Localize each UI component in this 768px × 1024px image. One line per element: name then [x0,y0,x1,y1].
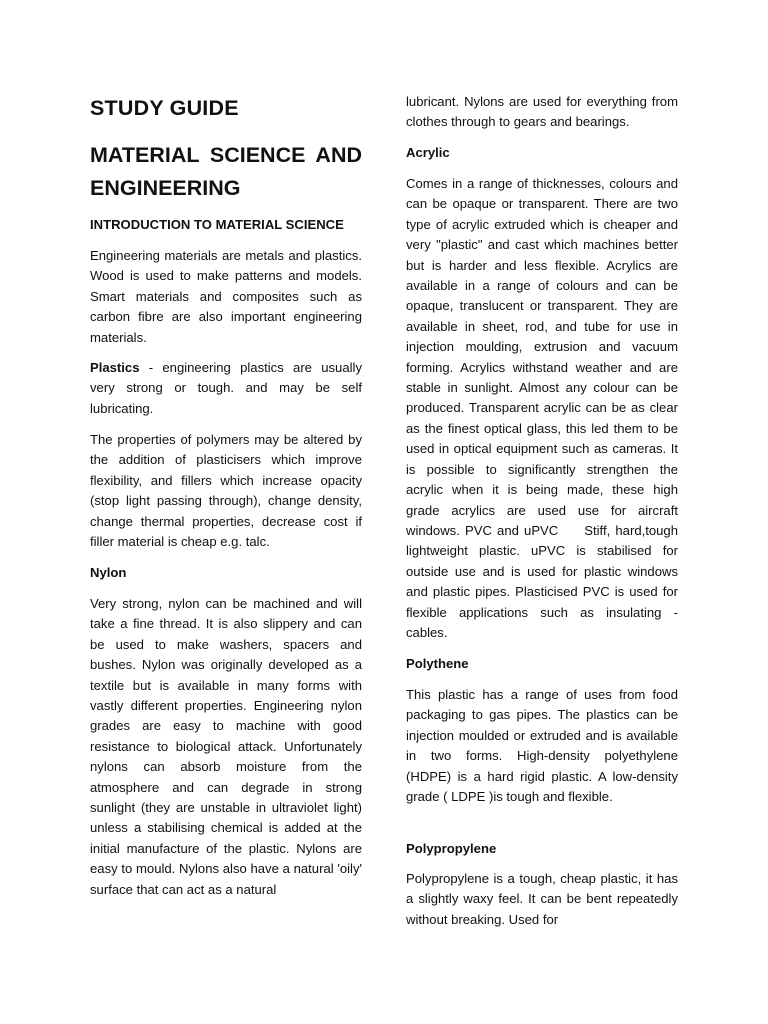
heading-nylon: Nylon [90,565,127,580]
acrylic-text: Comes in a range of thicknesses, colours and can be opaque or transparent. There are two type of acrylic extruded which is cheaper and very "plastic" and cast which machines better but is harder and less flexible. Acrylics are available in a range of colours and can be opaque, translucent or transparent. They are available in sheet, rod, and tube for use in injection moulding, extrusion and vacuum forming. Acrylics withstand weather and are stable in sunlight. Almost any colour can be produced. Transparent acrylic can be as clear as the finest optical glass, this led them to be used in optical equipment such as cameras. It is possible to significantly strengthen the acrylic when it is being made, these high grade acrylics are used use for aircraft windows. PVC and uPVC [406,176,678,538]
subtitle-line-2: ENGINEERING [90,176,241,200]
acrylic-paragraph [406,174,678,643]
nylon-continued-paragraph: lubricant. Nylons are used for everything from clothes through to gears and bearings. [406,94,678,130]
document-subtitle [90,139,362,205]
heading-polythene: Polythene [406,656,469,671]
acrylic-text-end: hard,tough lightweight plastic. uPVC is stabilised for outside use and is used for plastic windows and plastic pipes. Plasticised PVC is used for flexible applications such as insulating - cables. [406,522,679,640]
plastics-paragraph [90,358,362,419]
polypropylene-paragraph: Polypropylene is a tough, cheap plastic, it has a slightly waxy feel. It can be bent repeatedly without breaking. Used for [406,871,678,927]
heading-acrylic: Acrylic [406,145,450,160]
subtitle-line-1: MATERIAL SCIENCE AND [90,143,362,167]
acrylic-stiff-text: Stiff, [584,522,611,538]
document-title: STUDY GUIDE [90,96,239,120]
plastics-label: Plastics [90,360,140,375]
polymers-paragraph: The properties of polymers may be altered by the addition of plasticisers which improve flexibility, and fillers which increase opacity (stop light passing through), change density, change thermal properties, decrease cost if filler material is cheap e.g. talc. [90,432,362,550]
nylon-paragraph: Very strong, nylon can be machined and will take a fine thread. It is also slippery and can be used to make washers, spacers and bushes. Nylon was originally developed as a textile but is available in many forms with vastly different properties. Engineering nylon grades are easy to machine with good resistance to biological attack. Unfortunately nylons can absorb moisture from the atmosphere and can degrade in strong sunlight (they are unstable in ultraviolet light) unless a stabilising chemical is added at the initial manufacture of the plastic. Nylons are easy to mould. Nylons also have a natural 'oily' surface that can act as a natural [90,596,362,897]
section-heading-intro: INTRODUCTION TO MATERIAL SCIENCE [90,217,344,232]
plastics-text: - engineering plastics are usually very strong or tough. and may be self lubricating. [90,360,362,416]
heading-polypropylene: Polypropylene [406,841,497,856]
intro-paragraph: Engineering materials are metals and plastics. Wood is used to make patterns and models. Smart materials and composites such as carbon fibre are also important engineering materials. [90,248,362,345]
polythene-paragraph: This plastic has a range of uses from food packaging to gas pipes. The plastics can be injection moulded or extruded and is available in two forms. High-density polyethylene (HDPE) is a hard rigid plastic. A low-density grade ( LDPE )is tough and flexible. [406,687,678,805]
